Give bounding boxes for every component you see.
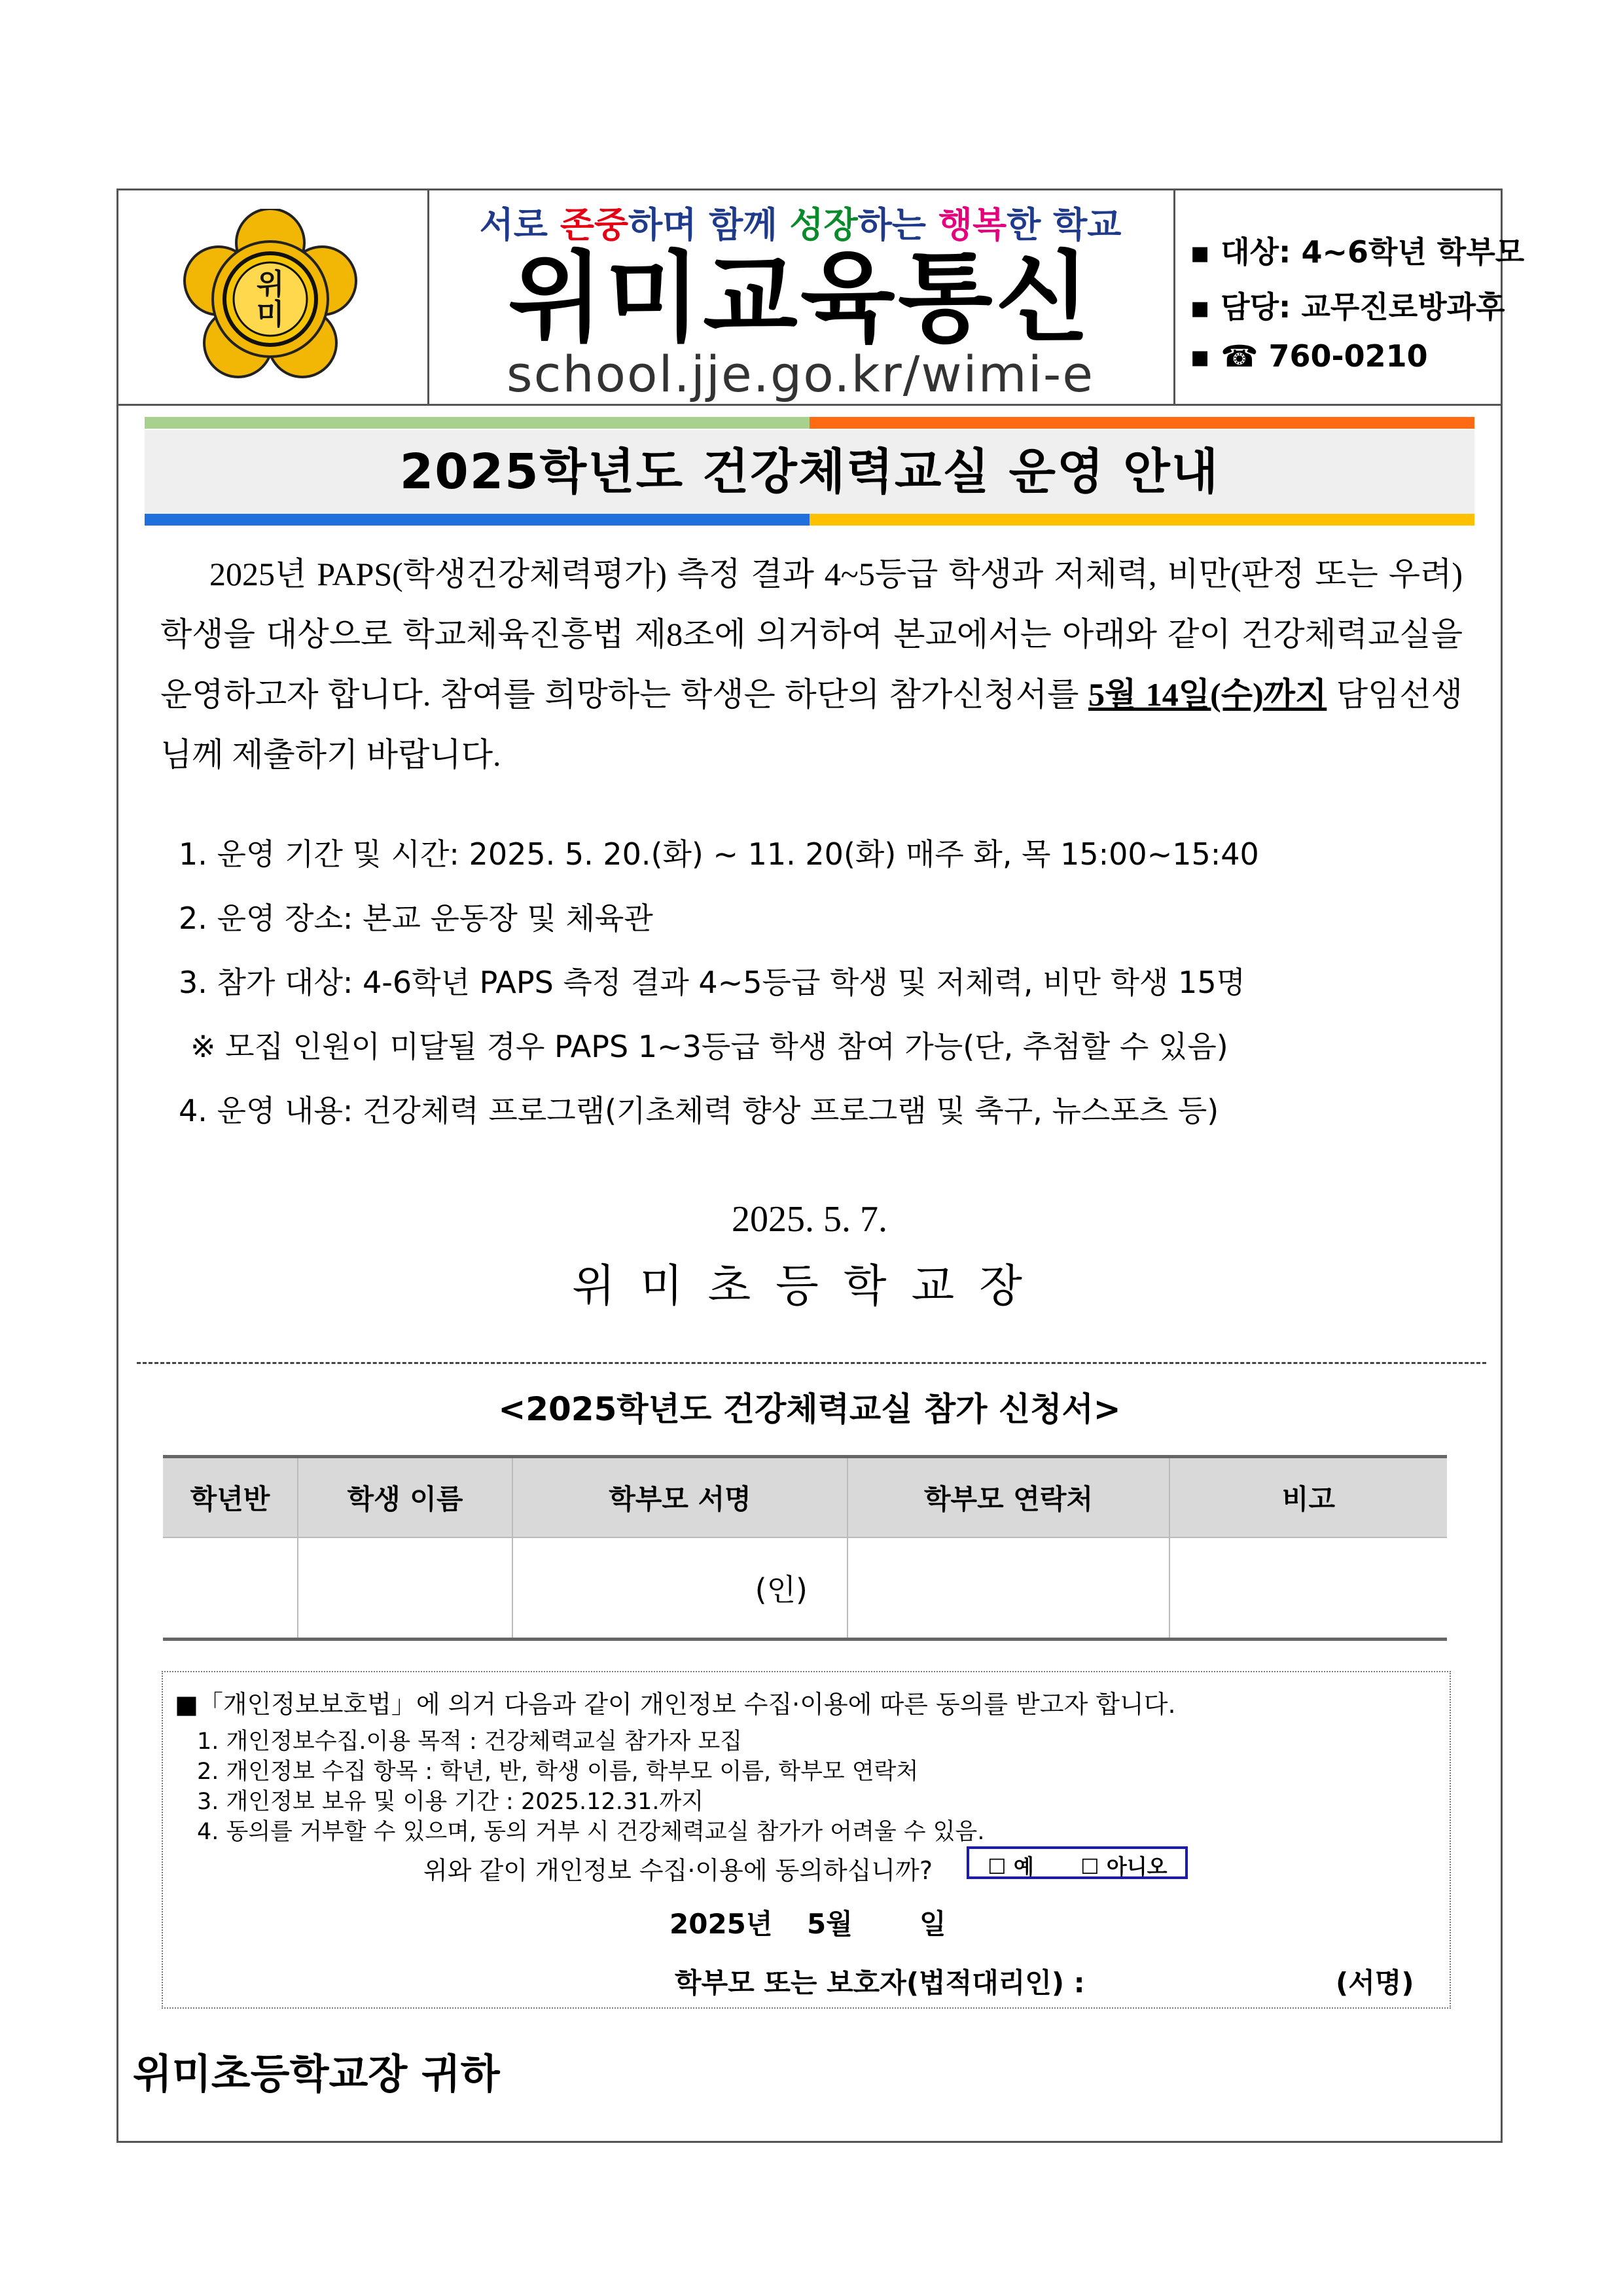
consent-date-year: 2025년 — [669, 1908, 773, 1940]
banner-top-right-bar — [810, 417, 1474, 429]
slogan-part: 성장 — [789, 204, 858, 245]
student-name-cell[interactable] — [298, 1537, 512, 1640]
col-grade-class: 학년반 — [163, 1457, 298, 1538]
guardian-sign-suffix: (서명) — [1336, 1967, 1414, 1999]
info-item-target: 3. 참가 대상: 4-6학년 PAPS 측정 결과 4~5등급 학생 및 저체력, 비만 학생 15명 — [179, 965, 1246, 1000]
banner-bottom-right-bar — [810, 514, 1474, 526]
slogan-part: 존중 — [560, 204, 629, 245]
school-url[interactable]: school.jje.go.kr/wimi-e — [507, 345, 1094, 403]
school-slogan — [427, 197, 1173, 247]
guardian-sign-label: 학부모 또는 보호자(법적대리인) : — [675, 1967, 1085, 1999]
department-info: ▪ 담당: 교무진로방과후 — [1190, 289, 1505, 325]
table-row — [163, 1537, 1447, 1640]
parent-contact-cell[interactable] — [847, 1537, 1169, 1640]
consent-yes-checkbox[interactable]: ☐ 예 — [988, 1854, 1034, 1879]
consent-item-period: 3. 개인정보 보유 및 이용 기간 : 2025.12.31.까지 — [197, 1789, 704, 1815]
info-item-period: 1. 운영 기간 및 시간: 2025. 5. 20.(화) ~ 11. 20(화) 매주 화, 목 15:00~15:40 — [179, 836, 1259, 872]
table-header-row — [163, 1457, 1447, 1538]
col-parent-signature: 학부모 서명 — [512, 1457, 847, 1538]
consent-choice-box — [967, 1846, 1188, 1879]
intro-paragraph — [160, 544, 1463, 785]
newsletter-title: 위미교육통신 — [508, 242, 1093, 355]
col-student-name: 학생 이름 — [298, 1457, 512, 1538]
application-form-title: <2025학년도 건강체력교실 참가 신청서> — [498, 1390, 1121, 1428]
consent-date-month: 5월 — [807, 1908, 853, 1940]
newsletter-header — [118, 190, 1525, 406]
info-item-note: ※ 모집 인원이 미달될 경우 PAPS 1~3등급 학생 참여 가능(단, 추첨할 수 있음) — [190, 1029, 1228, 1064]
slogan-part: 하며 함께 — [628, 204, 790, 245]
slogan-part: 행복 — [938, 204, 1007, 245]
emblem-text-top: 위 — [256, 268, 285, 301]
addressee: 위미초등학교장 귀하 — [133, 2050, 500, 2098]
phone-info: ▪ ☎ 760-0210 — [1190, 338, 1428, 374]
consent-question: 위와 같이 개인정보 수집·이용에 동의하십니까? — [423, 1856, 933, 1885]
privacy-consent-box — [162, 1671, 1451, 2009]
parent-signature-cell[interactable]: (인) — [512, 1537, 847, 1640]
principal-signature: 위미초등학교장 — [572, 1261, 1047, 1311]
remarks-cell[interactable] — [1169, 1537, 1447, 1640]
consent-no-checkbox[interactable]: ☐ 아니오 — [1080, 1854, 1168, 1879]
document-frame — [116, 188, 1525, 2143]
col-remarks: 비고 — [1169, 1457, 1447, 1538]
banner-top-left-bar — [145, 417, 810, 429]
banner-bottom-left-bar — [145, 514, 810, 526]
title-cell — [427, 190, 1175, 404]
consent-item-refusal: 4. 동의를 거부할 수 있으며, 동의 거부 시 건강체력교실 참가가 어려울 수 있음. — [197, 1819, 985, 1845]
col-parent-contact: 학부모 연락처 — [847, 1457, 1169, 1538]
audience-info: ▪ 대상: 4~6학년 학부모 — [1190, 234, 1525, 270]
issue-date: 2025. 5. 7. — [732, 1199, 887, 1240]
consent-date-day: 일 — [919, 1908, 946, 1940]
cut-line — [137, 1362, 1486, 1364]
slogan-part: 하는 — [857, 204, 938, 245]
school-emblem-icon — [182, 209, 359, 386]
consent-item-fields: 2. 개인정보 수집 항목 : 학년, 반, 학생 이름, 학부모 이름, 학부모 연락처 — [197, 1759, 919, 1785]
info-item-place: 2. 운영 장소: 본교 운동장 및 체육관 — [179, 901, 653, 936]
notice-title: 2025학년도 건강체력교실 운영 안내 — [399, 444, 1220, 500]
info-item-content: 4. 운영 내용: 건강체력 프로그램(기초체력 향상 프로그램 및 축구, 뉴스포츠 등) — [179, 1093, 1219, 1128]
slogan-part: 한 학교 — [1007, 204, 1122, 245]
application-table — [163, 1455, 1447, 1641]
intro-text: 2025년 PAPS(학생건강체력평가) 측정 결과 4~5등급 학생과 저체력, 비만(판정 또는 우려) 학생을 대상으로 학교체육진흥법 제8조에 의거하여 본교에서는 아래와 같이 건강체력교실을 운영하고자 합니다. 참여를 희망하는 학생은 하단의 참가신청서를 — [160, 556, 1463, 713]
emblem-text-bottom: 미 — [256, 298, 285, 331]
consent-item-purpose: 1. 개인정보수집.이용 목적 : 건강체력교실 참가자 모집 — [197, 1729, 743, 1755]
intro-text-end: 담임선생님께 제출하기 바랍니다. — [160, 676, 1463, 773]
deadline-text: 5월 14일(수)까지 — [1088, 676, 1327, 713]
consent-heading: ■「개인정보보호법」에 의거 다음과 같이 개인정보 수집·이용에 따른 동의를 받고자 합니다. — [175, 1690, 1176, 1719]
info-cell — [1175, 190, 1525, 404]
slogan-part: 서로 — [479, 204, 560, 245]
grade-class-cell[interactable] — [163, 1537, 298, 1640]
logo-cell — [118, 190, 429, 404]
